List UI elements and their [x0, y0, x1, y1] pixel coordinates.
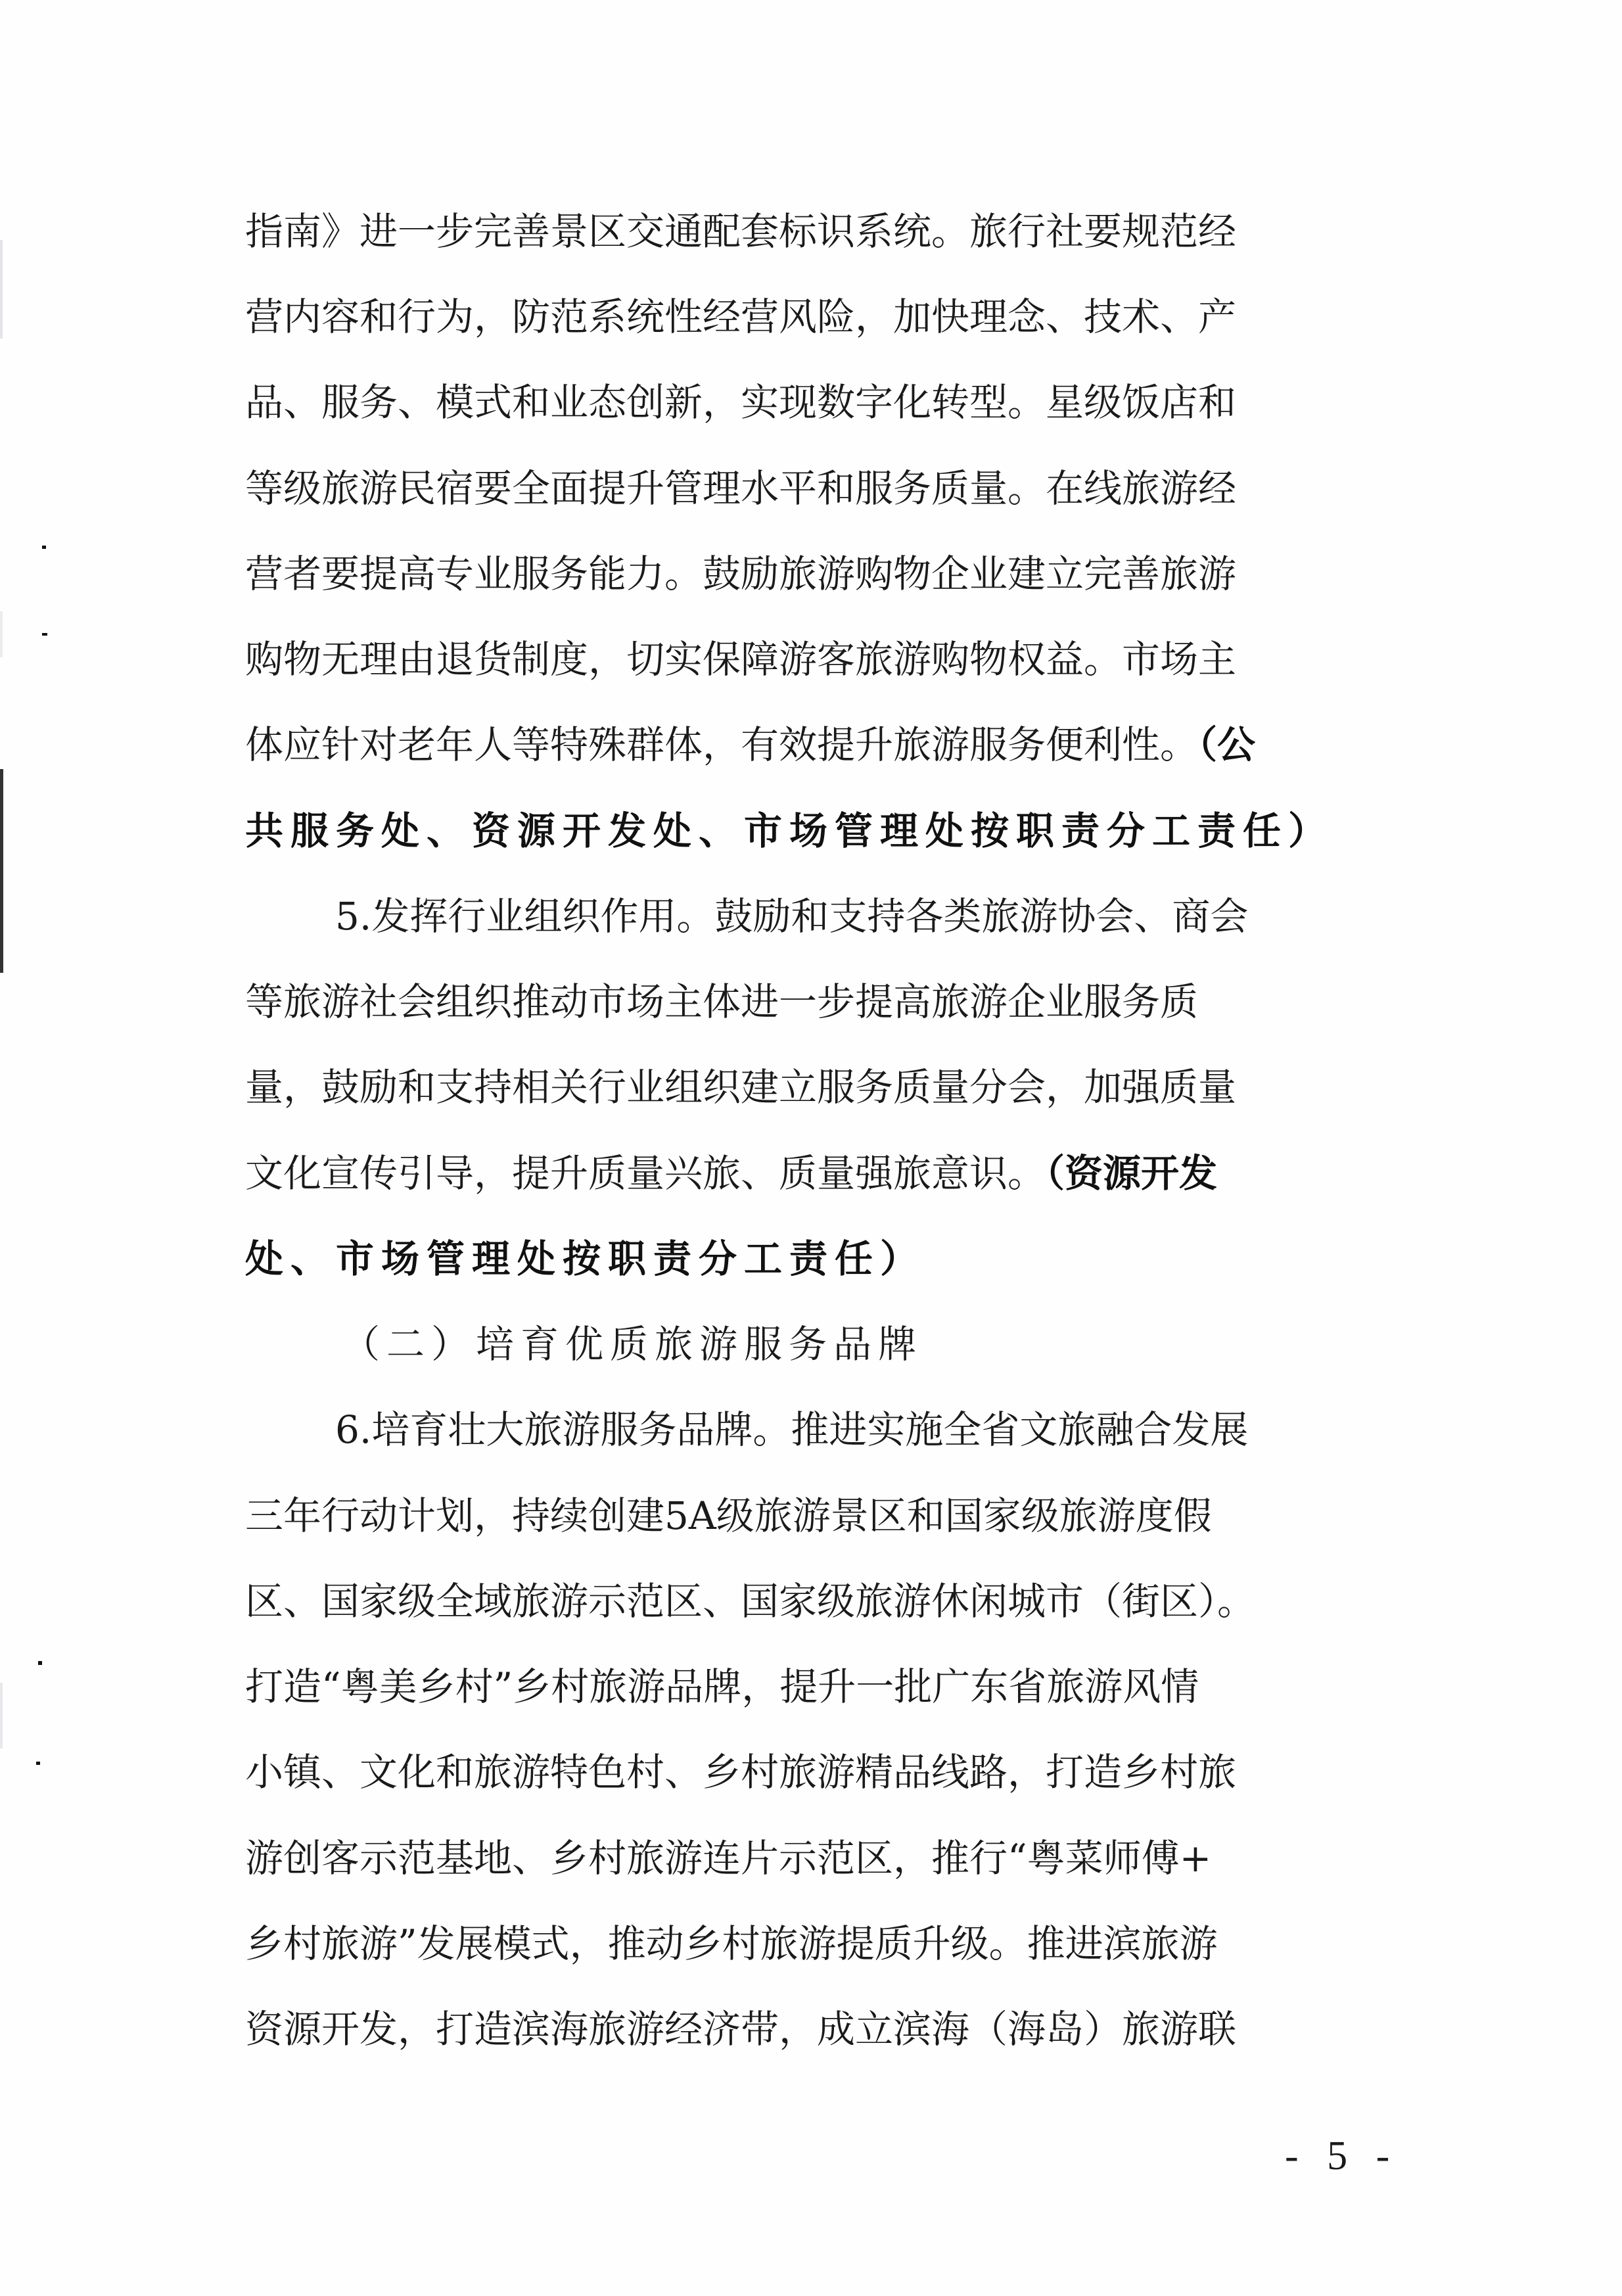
text-line: 营内容和行为，防范系统性经营风险，加快理念、技术、产 — [245, 294, 1237, 339]
text-line: 购物无理由退货制度，切实保障游客旅游购物权益。市场主 — [245, 637, 1237, 682]
responsibility-note: 共服务处、资源开发处、市场管理处按职责分工责任） — [245, 808, 1334, 853]
text-line: 乡村旅游”发展模式，推动乡村旅游提质升级。推进滨旅游 — [245, 1921, 1218, 1966]
responsibility-note: （公 — [1198, 722, 1256, 767]
text-segment: 文化宣传引导，提升质量兴旅、质量强旅意识。 — [245, 1151, 1046, 1196]
text-line: 等旅游社会组织推动市场主体进一步提高旅游企业服务质 — [245, 979, 1199, 1024]
scan-edge-mark — [0, 240, 3, 339]
text-line: 等级旅游民宿要全面提升管理水平和服务质量。在线旅游经 — [245, 466, 1237, 511]
text-line: 小镇、文化和旅游特色村、乡村旅游精品线路，打造乡村旅 — [245, 1750, 1237, 1794]
paragraph-6-start: 6.培育壮大旅游服务品牌。推进实施全省文旅融合发展 — [335, 1407, 1249, 1452]
text-line: 三年行动计划，持续创建5A级旅游景区和国家级旅游度假 — [245, 1493, 1212, 1538]
page-number: - 5 - — [1285, 2134, 1399, 2178]
text-line: 指南》进一步完善景区交通配套标识系统。旅行社要规范经 — [245, 209, 1237, 254]
binding-hole-dot — [42, 633, 47, 636]
text-line — [245, 1147, 1374, 1200]
binding-hole-dot — [36, 1762, 40, 1765]
text-line: 游创客示范基地、乡村旅游连片示范区，推行“粤菜师傅+ — [245, 1836, 1212, 1881]
text-line: 量，鼓励和支持相关行业组织建立服务质量分会，加强质量 — [245, 1065, 1237, 1110]
text-line: 区、国家级全域旅游示范区、国家级旅游休闲城市（街区）。 — [245, 1579, 1256, 1624]
text-line: 资源开发，打造滨海旅游经济带，成立滨海（海岛）旅游联 — [245, 2007, 1237, 2051]
scan-edge-mark — [0, 611, 3, 657]
text-line — [245, 718, 1374, 771]
text-line: 打造“粤美乡村”乡村旅游品牌，提升一批广东省旅游风情 — [245, 1664, 1199, 1709]
binding-hole-dot — [42, 546, 46, 549]
text-line: 营者要提高专业服务能力。鼓励旅游购物企业建立完善旅游 — [245, 551, 1237, 596]
section-heading: （二）培育优质旅游服务品牌 — [342, 1322, 923, 1367]
scan-edge-mark — [0, 769, 3, 973]
text-segment: 体应针对老年人等特殊群体，有效提升旅游服务便利性。 — [245, 722, 1199, 767]
binding-hole-dot — [38, 1661, 42, 1665]
responsibility-note: （资源开发 — [1046, 1151, 1218, 1196]
paragraph-5-start: 5.发挥行业组织作用。鼓励和支持各类旅游协会、商会 — [335, 894, 1249, 939]
responsibility-note: 处、市场管理处按职责分工责任） — [245, 1236, 926, 1281]
scan-edge-mark — [0, 1683, 3, 1748]
text-line: 品、服务、模式和业态创新，实现数字化转型。星级饭店和 — [245, 380, 1237, 425]
